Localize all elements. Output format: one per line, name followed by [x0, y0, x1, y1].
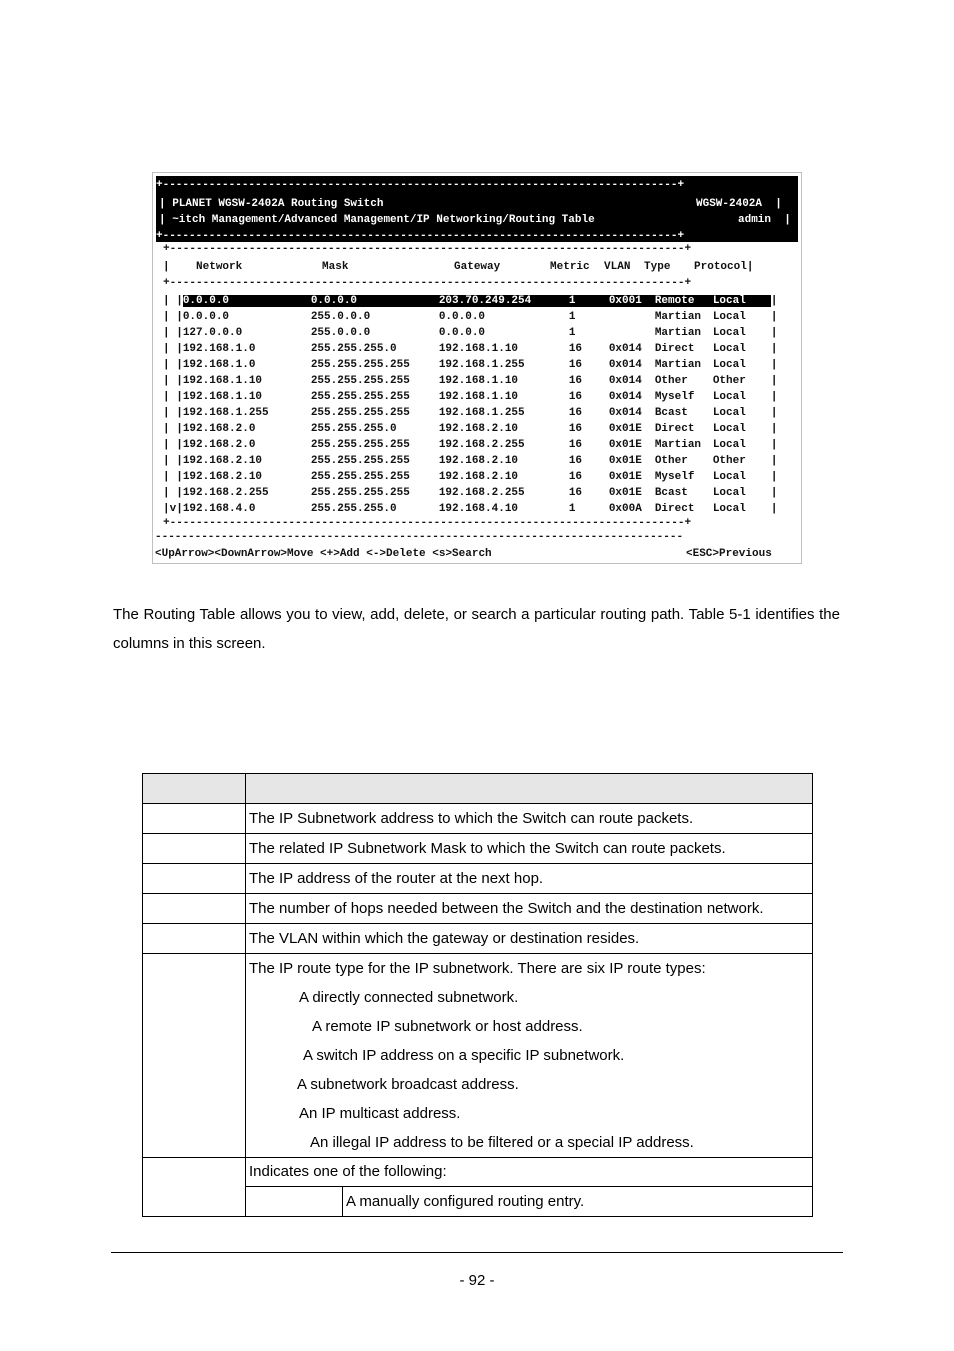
terminal-cell: 192.168.1.10	[438, 343, 519, 355]
terminal-route-row[interactable]: | |192.168.1.255 255.255.255.255 192.168.1.255 16 0x014 Bcast Local |	[163, 407, 778, 419]
terminal-route-row[interactable]: | |192.168.1.0 255.255.255.0 192.168.1.10 16 0x014 Direct Local |	[163, 343, 778, 355]
terminal-route-row[interactable]: | |192.168.2.255 255.255.255.255 192.168.2.255 16 0x01E Bcast Local |	[163, 487, 778, 499]
col-vlan: VLAN	[604, 261, 631, 273]
col-mask: Mask	[322, 261, 349, 273]
type-item: A remote IP subnetwork or host address.	[312, 1018, 583, 1035]
type-item: A switch IP address on a specific IP subnetwork.	[303, 1047, 625, 1064]
terminal-cell: 16	[568, 343, 583, 355]
terminal-cell: 0.0.0.0	[438, 311, 486, 323]
terminal-cell: Other	[712, 375, 746, 387]
terminal-cell: Local	[712, 487, 746, 499]
terminal-cell: 192.168.1.255	[182, 407, 269, 419]
table-row	[143, 894, 813, 924]
table-row	[143, 834, 813, 864]
terminal-cell: 0x014	[608, 343, 642, 355]
terminal-cell: 0x014	[608, 391, 642, 403]
terminal-cell: Local	[712, 311, 746, 323]
terminal-cell: 1	[568, 311, 576, 323]
terminal-cell: 192.168.1.10	[438, 391, 519, 403]
terminal-cell: 0x014	[608, 375, 642, 387]
terminal-cell: 0.0.0.0	[182, 311, 230, 323]
terminal-cell: 0x01E	[608, 423, 642, 435]
terminal-cell: Local	[712, 391, 746, 403]
terminal-cell: 16	[568, 375, 583, 387]
terminal-cell: Other	[712, 455, 746, 467]
terminal-cell: 255.255.255.255	[310, 471, 410, 483]
table-row	[143, 954, 813, 1158]
terminal-cell: 255.255.255.0	[310, 343, 397, 355]
terminal-route-row[interactable]: |v|192.168.4.0 255.255.255.0 192.168.4.10 1 0x00A Direct Local |	[163, 503, 778, 515]
terminal-route-row[interactable]: | |192.168.1.10 255.255.255.255 192.168.1.10 16 0x014 Myself Local |	[163, 391, 778, 403]
terminal-cell: 0x01E	[608, 455, 642, 467]
terminal-cell: Local	[712, 407, 746, 419]
terminal-cell: 16	[568, 423, 583, 435]
terminal-cell: 16	[568, 359, 583, 371]
type-description: The IP route type for the IP subnetwork. There are six IP route types: A directly connected subnetwork. A remote IP subnetwork or host address. A switch IP address on a specific IP subnetwork. A subnetwork broadcast address. An IP multicast address. An illegal IP address to be filtered or a special IP address.	[246, 954, 813, 1158]
terminal-cell: Bcast	[654, 487, 688, 499]
type-item: A directly connected subnetwork.	[299, 989, 519, 1006]
terminal-cell: Local	[712, 295, 746, 307]
terminal-cell: 1	[568, 295, 576, 307]
terminal-cell: 192.168.1.255	[438, 407, 525, 419]
terminal-cell: 0x014	[608, 407, 642, 419]
terminal-cell: Local	[712, 423, 746, 435]
terminal-cell: Bcast	[654, 407, 688, 419]
terminal-route-row[interactable]: | |127.0.0.0 255.0.0.0 0.0.0.0 1 Martian Local |	[163, 327, 778, 339]
terminal-column-header: | Network Mask Gateway Metric VLAN Type Protocol|	[163, 261, 754, 273]
terminal-cell: 255.255.255.255	[310, 487, 410, 499]
terminal-cell: 0x01E	[608, 439, 642, 451]
terminal-breadcrumb: ~itch Management/Advanced Management/IP Networking/Routing Table	[172, 214, 595, 226]
terminal-header: +------------------------------------------------------------------------------+ | PLANET WGSW-2402A Routing Switch WGSW-2402A | | ~itch Management/Advanced Management/IP Networking/Routing Table admin | +------------------------------------------------------------------------------+	[156, 176, 798, 242]
metric-description: The number of hops needed between the Switch and the destination network.	[246, 894, 813, 924]
footer-rule	[111, 1252, 843, 1253]
terminal-cell: 192.168.1.255	[438, 359, 525, 371]
terminal-cell: 16	[568, 487, 583, 499]
terminal-cell: 192.168.2.0	[182, 439, 256, 451]
terminal-cell: 192.168.4.10	[438, 503, 519, 515]
terminal-cell: 203.70.249.254	[438, 295, 532, 307]
terminal-cell: 192.168.2.10	[182, 455, 263, 467]
type-item: A subnetwork broadcast address.	[297, 1076, 519, 1093]
terminal-cell: 255.0.0.0	[310, 311, 371, 323]
terminal-cell: 255.0.0.0	[310, 327, 371, 339]
terminal-cell: 192.168.1.0	[182, 343, 256, 355]
terminal-cell: Other	[654, 455, 688, 467]
terminal-model: WGSW-2402A	[696, 198, 763, 210]
terminal-cell: 1	[568, 327, 576, 339]
terminal-user: admin	[738, 214, 772, 226]
terminal-cell: 192.168.1.10	[182, 375, 263, 387]
page-number: - 92 -	[459, 1272, 495, 1289]
terminal-cell: Local	[712, 503, 746, 515]
terminal-cell: Direct	[654, 423, 695, 435]
terminal-cell: 255.255.255.255	[310, 391, 410, 403]
terminal-cell: Local	[712, 439, 746, 451]
terminal-cell: 192.168.2.10	[438, 471, 519, 483]
terminal-cell: 192.168.1.10	[438, 375, 519, 387]
terminal-cell: Other	[654, 375, 688, 387]
col-network: Network	[196, 261, 243, 273]
terminal-cell: 192.168.2.255	[182, 487, 269, 499]
terminal-cell: 255.255.255.255	[310, 359, 410, 371]
terminal-cell: Martian	[654, 359, 702, 371]
terminal-cell: 16	[568, 439, 583, 451]
terminal-cell: 16	[568, 391, 583, 403]
terminal-cell: Martian	[654, 311, 702, 323]
terminal-cell: 0x01E	[608, 471, 642, 483]
terminal-cell: Myself	[654, 471, 695, 483]
terminal-cell: 192.168.2.10	[438, 455, 519, 467]
network-description: The IP Subnetwork address to which the Switch can route packets.	[246, 804, 813, 834]
terminal-cell: 255.255.255.0	[310, 503, 397, 515]
col-protocol: Protocol	[694, 261, 747, 273]
terminal-cell: Direct	[654, 343, 695, 355]
terminal-title: PLANET WGSW-2402A Routing Switch	[172, 198, 384, 210]
protocol-item: A manually configured routing entry.	[346, 1193, 585, 1210]
mask-description: The related IP Subnetwork Mask to which the Switch can route packets.	[246, 834, 813, 864]
vlan-description: The VLAN within which the gateway or destination resides.	[246, 924, 813, 954]
terminal-cell: Martian	[654, 439, 702, 451]
body-paragraph: The Routing Table allows you to view, add, delete, or search a particular routing path. Table 5-1 identifies the columns in this screen.	[113, 606, 840, 652]
table-header-row	[143, 774, 813, 804]
terminal-cell: Myself	[654, 391, 695, 403]
terminal-route-row[interactable]: | |0.0.0.0 0.0.0.0 203.70.249.254 1 0x001 Remote Local |	[163, 295, 778, 307]
terminal-route-row[interactable]: | |0.0.0.0 255.0.0.0 0.0.0.0 1 Martian Local |	[163, 311, 778, 323]
terminal-previous-key: <ESC>Previous	[686, 548, 772, 560]
terminal-cell: Local	[712, 343, 746, 355]
terminal-route-row[interactable]: | |192.168.2.0 255.255.255.255 192.168.2.255 16 0x01E Martian Local |	[163, 439, 778, 451]
terminal-help-keys: <UpArrow><DownArrow>Move <+>Add <->Delete <s>Search	[155, 548, 492, 560]
terminal-cell: 0x001	[608, 295, 642, 307]
terminal-cell: 255.255.255.255	[310, 375, 410, 387]
terminal-route-row[interactable]: | |192.168.2.10 255.255.255.255 192.168.2.10 16 0x01E Myself Local |	[163, 471, 778, 483]
terminal-cell: 255.255.255.255	[310, 407, 410, 419]
terminal-cell: Local	[712, 471, 746, 483]
terminal-help-bar	[155, 548, 492, 560]
terminal-cell: 16	[568, 455, 583, 467]
terminal-cell: Local	[712, 359, 746, 371]
terminal-cell: 0x014	[608, 359, 642, 371]
protocol-description: Indicates one of the following: A manually configured routing entry.	[246, 1158, 813, 1217]
terminal-cell: 192.168.2.255	[438, 439, 525, 451]
terminal-cell: 0.0.0.0	[438, 327, 486, 339]
terminal-cell: 192.168.2.10	[182, 471, 263, 483]
col-gateway: Gateway	[454, 261, 501, 273]
terminal-cell: 192.168.2.0	[182, 423, 256, 435]
terminal-cell: 192.168.2.255	[438, 487, 525, 499]
terminal-route-row[interactable]: | |192.168.2.0 255.255.255.0 192.168.2.10 16 0x01E Direct Local |	[163, 423, 778, 435]
terminal-cell: 192.168.4.0	[182, 503, 256, 515]
terminal-cell: 16	[568, 471, 583, 483]
terminal-cell: Martian	[654, 327, 702, 339]
terminal-cell: 255.255.255.255	[310, 455, 410, 467]
terminal-cell: 192.168.2.10	[438, 423, 519, 435]
table-row	[143, 804, 813, 834]
terminal-cell: 16	[568, 407, 583, 419]
type-item: An IP multicast address.	[299, 1105, 461, 1122]
gateway-description: The IP address of the router at the next hop.	[246, 864, 813, 894]
terminal-cell: 0.0.0.0	[310, 295, 358, 307]
terminal-cell: Remote	[654, 295, 695, 307]
routing-columns-table	[142, 773, 813, 1217]
terminal-cell: 127.0.0.0	[182, 327, 243, 339]
terminal-route-row[interactable]: | |192.168.1.0 255.255.255.255 192.168.1.255 16 0x014 Martian Local |	[163, 359, 778, 371]
terminal-cell: 0x00A	[608, 503, 642, 515]
col-type: Type	[644, 261, 671, 273]
terminal-cell: Direct	[654, 503, 695, 515]
terminal-cell: Local	[712, 327, 746, 339]
terminal-cell: 192.168.1.10	[182, 391, 263, 403]
terminal-cell: 255.255.255.255	[310, 439, 410, 451]
table-row	[143, 924, 813, 954]
col-metric: Metric	[550, 261, 590, 273]
terminal-cell: 192.168.1.0	[182, 359, 256, 371]
routing-table-screenshot: +------------------------------------------------------------------------------+ | PLANET WGSW-2402A Routing Switch WGSW-2402A | | ~itch Management/Advanced Management/IP Networking/Routing Table admin | +------------------------------------------------------------------------------+ +------------------------------------------------------------------------------+ | Network Mask Gateway Metric VLAN Type Protocol| +------------------------------------------------------------------------------+ | |0.0.0.0 0.0.0.0 203.70.249.254 1 0x001 Remote Local | | |0.0.0.0 255.0.0.0 0.0.0.0 1 Martian Local | | |127.0.0.0 255.0.0.0 0.0.0.0 1 Martian Local | | |192.168.1.0 255.255.255.0 192.168.1.10 16 0x014 Direct Local | | |192.168.1.0 255.255.255.255 192.168.1.255 16 0x014 Martian Local | | |192.168.1.10 255.255.255.255 192.168.1.10 16 0x014 Other Other | | |192.168.1.10 255.255.255.255 192.168.1.10 16 0x014 Myself Local | | |192.168.1.255 255.255.255.255 192.168.1.255 16 0x014 Bcast Local | | |192.168.2.0 255.255.255.0 192.168.2.10 16 0x01E Direct Local | | |192.168.2.0 255.255.255.255 192.168.2.255 16 0x01E Martian Local | | |192.168.2.10 255.255.255.255 192.168.2.10 16 0x01E Other Other | | |192.168.2.10 255.255.255.255 192.168.2.10 16 0x01E Myself Local | | |192.168.2.255 255.255.255.255 192.168.2.255 16 0x01E Bcast Local | |v|192.168.4.0 255.255.255.0 192.168.4.10 1 0x00A Direct Local | +------------------------------------------------------------------------------+ -------------------------------------------------------------------------------- <UpArrow><DownArrow>Move <+>Add <->Delete <s>Search <ESC>Previous	[152, 172, 802, 564]
terminal-cell: 0.0.0.0	[182, 295, 230, 307]
terminal-cell: 0x01E	[608, 487, 642, 499]
terminal-cell: 255.255.255.0	[310, 423, 397, 435]
terminal-route-row[interactable]: | |192.168.2.10 255.255.255.255 192.168.2.10 16 0x01E Other Other |	[163, 455, 778, 467]
table-row	[143, 1158, 813, 1217]
table-row	[143, 864, 813, 894]
type-item: An illegal IP address to be filtered or a special IP address.	[310, 1134, 694, 1151]
terminal-route-row[interactable]: | |192.168.1.10 255.255.255.255 192.168.1.10 16 0x014 Other Other |	[163, 375, 778, 387]
terminal-cell: 1	[568, 503, 576, 515]
